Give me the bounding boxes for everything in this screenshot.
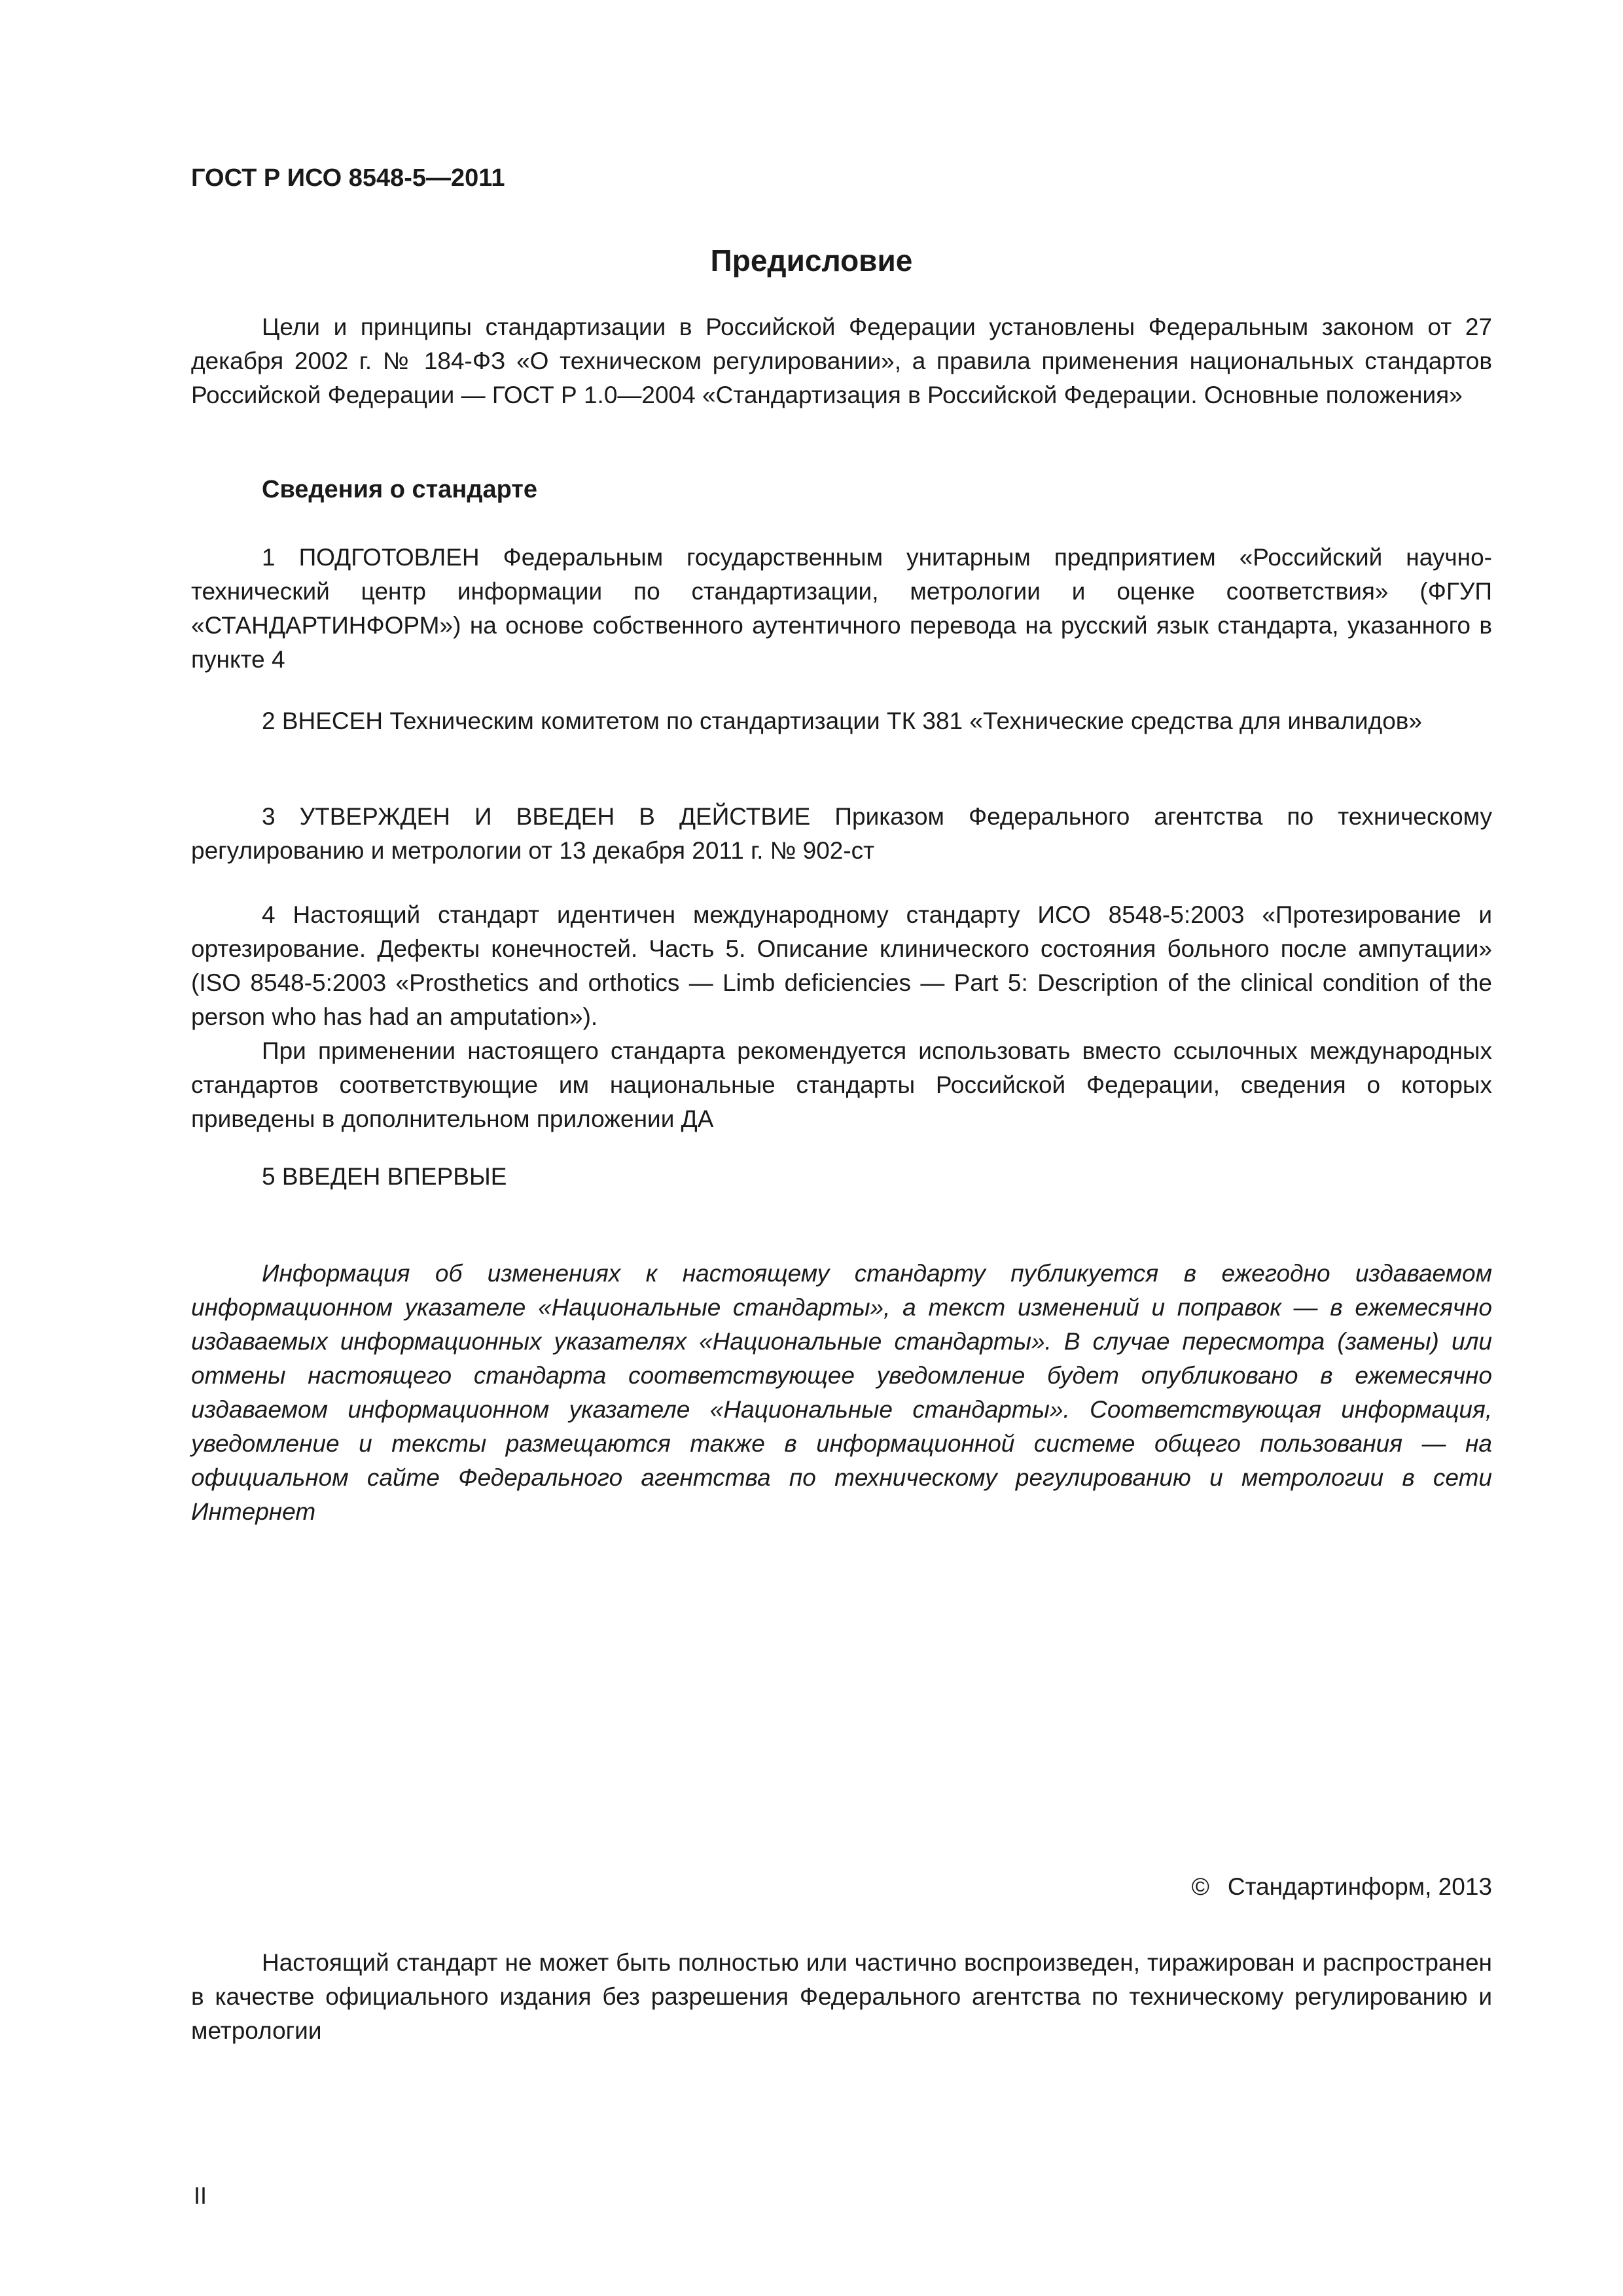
item-1-block: [191, 541, 1492, 677]
section-heading: Сведения о стандарте: [262, 476, 538, 503]
item-3-block: [191, 800, 1492, 868]
item-2-paragraph: 2 ВНЕСЕН Техническим комитетом по стандартизации ТК 381 «Технические средства для инвалидов»: [262, 708, 1423, 734]
info-notice-block: [191, 1257, 1492, 1529]
copyright-line: [1192, 1870, 1492, 1904]
info-notice: Информация об изменениях к настоящему стандарту публикуется в ежегодно издаваемом информационном указателе «Национальные стандарты», а текст изменений и поправок — в ежемесячно издаваемых информационных указателях «Национальные стандарты». В случае пересмотра (замены) или отмены настоящего стандарта соответствующее уведомление будет опубликовано в ежемесячно издаваемом информационном указателе «Национальные стандарты». Соответствующая информация, уведомление и тексты размещаются также в информационной системе общего пользования — на официальном сайте Федерального агентства по техническому регулированию и метрологии в сети Интернет: [191, 1260, 1492, 1525]
item-2-block: [191, 704, 1492, 738]
copyright-icon: ©: [1191, 1873, 1209, 1900]
item-4-paragraph: 4 Настоящий стандарт идентичен международному стандарту ИСО 8548-5:2003 «Протезирование и ортезирование. Дефекты конечностей. Часть 5. Описание клинического состояния больного после ампутации» (ISO 8548-5:2003 «Prosthetics and orthotics — Limb deficiencies — Part 5: Description of the clinical condition of the person who has had an amputation»).: [191, 901, 1492, 1030]
item-1-paragraph: 1 ПОДГОТОВЛЕН Федеральным государственным унитарным предприятием «Российский научно-технический центр информации по стандартизации, метрологии и оценке соответствия» (ФГУП «СТАНДАРТИНФОРМ») на основе собственного аутентичного перевода на русский язык стандарта, указанного в пункте 4: [191, 544, 1492, 673]
item-3-paragraph: 3 УТВЕРЖДЕН И ВВЕДЕН В ДЕЙСТВИЕ Приказом Федерального агентства по техническому регулированию и метрологии от 13 декабря 2011 г. № 902-ст: [191, 803, 1492, 864]
item-5-block: [191, 1160, 1492, 1194]
intro-block: [191, 310, 1492, 412]
item-5-paragraph: 5 ВВЕДЕН ВПЕРВЫЕ: [262, 1163, 507, 1190]
reproduction-notice-block: [191, 1946, 1492, 2048]
page-number: II: [194, 2182, 207, 2209]
copyright-text: Стандартинформ, 2013: [1227, 1873, 1492, 1900]
intro-paragraph: Цели и принципы стандартизации в Российской Федерации установлены Федеральным законом от 27 декабря 2002 г. № 184-ФЗ «О техническом регулировании», а правила применения национальных стандартов Российской Федерации — ГОСТ Р 1.0—2004 «Стандартизация в Российской Федерации. Основные положения»: [191, 314, 1492, 408]
item-4-block: [191, 898, 1492, 1136]
document-code: ГОСТ Р ИСО 8548-5—2011: [191, 164, 505, 192]
page-title: Предисловие: [710, 243, 913, 278]
reproduction-notice: Настоящий стандарт не может быть полностью или частично воспроизведен, тиражирован и распространен в качестве официального издания без разрешения Федерального агентства по техническому регулированию и метрологии: [191, 1949, 1492, 2044]
item-4-note: При применении настоящего стандарта рекомендуется использовать вместо ссылочных международных стандартов соответствующие им национальные стандарты Российской Федерации, сведения о которых приведены в дополнительном приложении ДА: [191, 1037, 1492, 1132]
